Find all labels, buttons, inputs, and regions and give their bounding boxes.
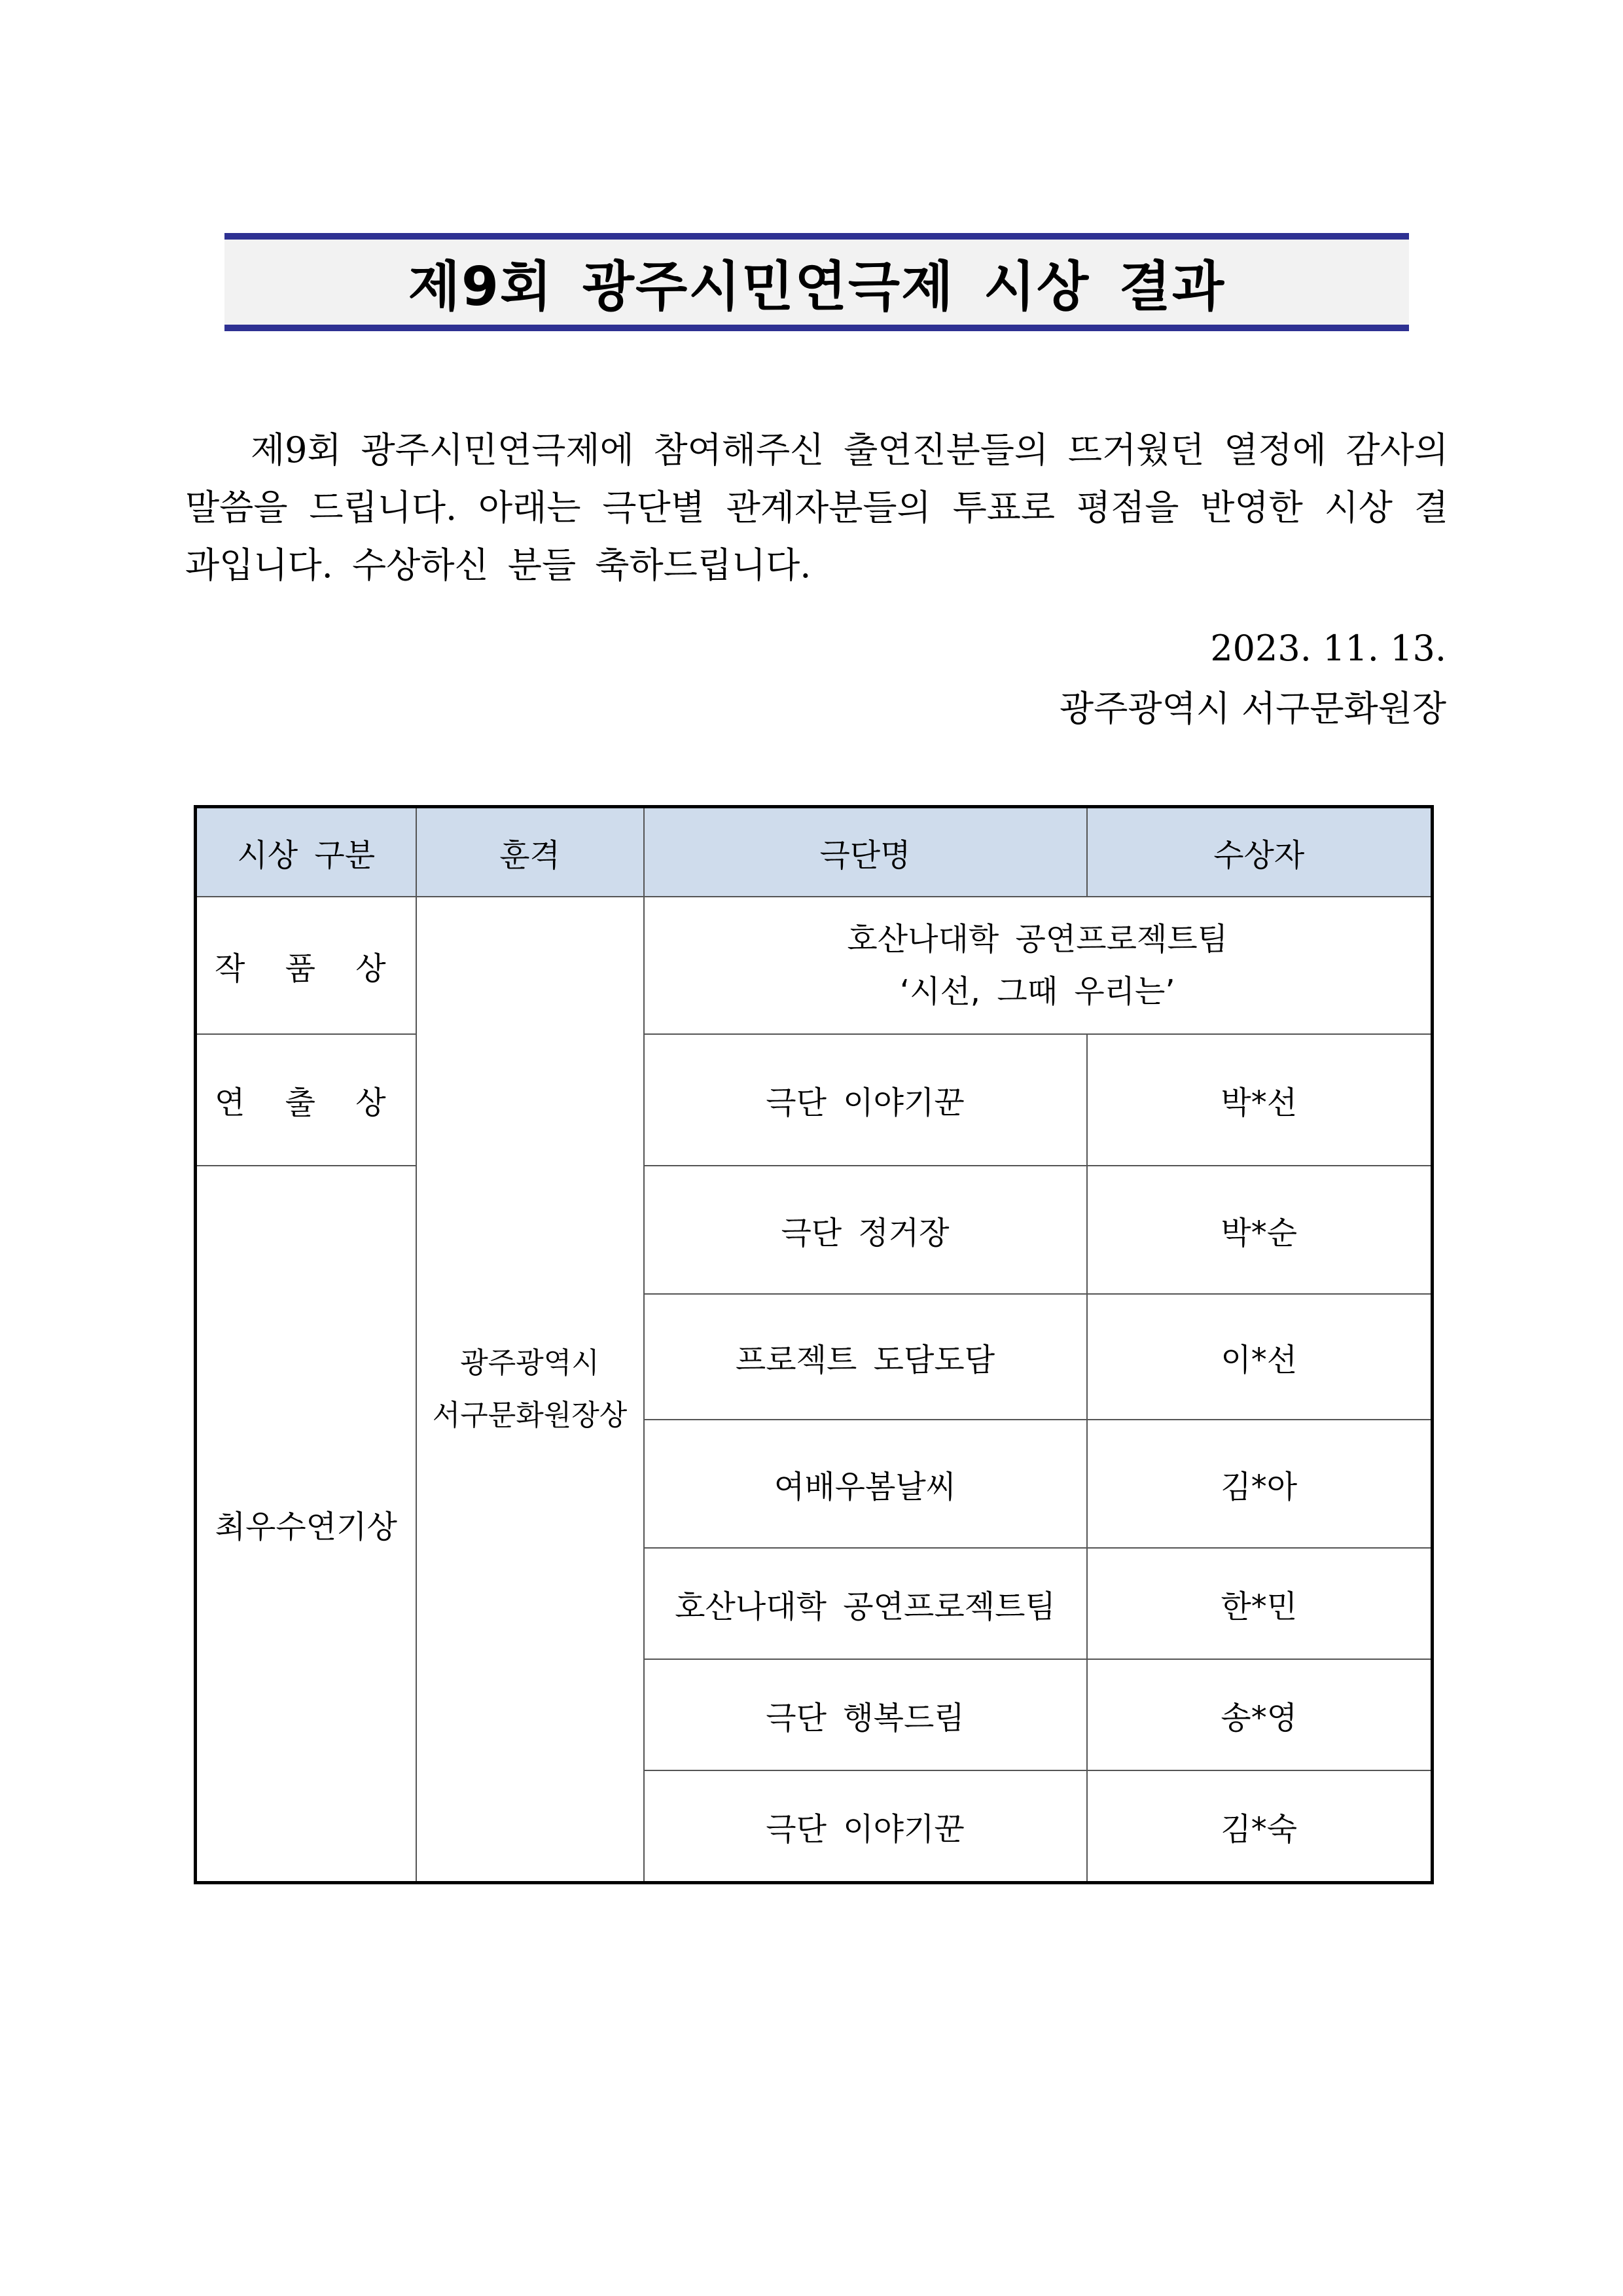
- work-award-cell: [644, 897, 1433, 1034]
- header-category: 시상 구분: [196, 807, 416, 897]
- winner-cell: 송*영: [1087, 1659, 1433, 1770]
- header-winner: 수상자: [1087, 807, 1433, 897]
- troupe-cell: 호산나대학 공연프로젝트팀: [644, 1548, 1087, 1659]
- table-row: [196, 1034, 1433, 1166]
- troupe-cell: 프로젝트 도담도담: [644, 1294, 1087, 1420]
- header-honor: 훈격: [416, 807, 644, 897]
- troupe-cell: 극단 행복드림: [644, 1659, 1087, 1770]
- troupe-cell: 여배우봄날씨: [644, 1420, 1087, 1548]
- troupe-cell: 극단 이야기꾼: [644, 1034, 1087, 1166]
- winner-cell: 김*숙: [1087, 1770, 1433, 1883]
- page-title: 제9회 광주시민연극제 시상 결과: [408, 255, 1226, 318]
- award-honor: [416, 897, 644, 1883]
- honor-line-1: 광주광역시: [460, 1346, 599, 1380]
- intro-paragraph: 제9회 광주시민연극제에 참여해주신 출연진분들의 뜨거웠던 열정에 감사의 말씀을 드립니다. 아래는 극단별 관계자분들의 투표로 평점을 반영한 시상 결과입니다. 수상하신 분들 축하드립니다.: [185, 429, 1448, 586]
- winner-cell: 한*민: [1087, 1548, 1433, 1659]
- work-award-title: ‘시선, 그때 우리는’: [899, 973, 1175, 1010]
- table-row: [196, 1166, 1433, 1294]
- category-directing: 연 출 상: [196, 1034, 416, 1166]
- table-header-row: [196, 807, 1433, 897]
- issue-date: 2023. 11. 13.: [1210, 628, 1446, 669]
- category-acting: 최우수연기상: [196, 1166, 416, 1883]
- header-troupe: 극단명: [644, 807, 1087, 897]
- winner-cell: 박*선: [1087, 1034, 1433, 1166]
- category-work: 작 품 상: [196, 897, 416, 1034]
- awards-table: [194, 805, 1434, 1884]
- winner-cell: 김*아: [1087, 1420, 1433, 1548]
- work-award-troupe: 호산나대학 공연프로젝트팀: [847, 921, 1228, 958]
- troupe-cell: 극단 이야기꾼: [644, 1770, 1087, 1883]
- troupe-cell: 극단 정거장: [644, 1166, 1087, 1294]
- table-row: [196, 897, 1433, 1034]
- winner-cell: 박*순: [1087, 1166, 1433, 1294]
- honor-line-2: 서구문화원장상: [432, 1398, 628, 1432]
- winner-cell: 이*선: [1087, 1294, 1433, 1420]
- signature-block: [1060, 619, 1446, 739]
- title-banner: [224, 233, 1409, 331]
- issuer-name: 광주광역시 서구문화원장: [1060, 688, 1446, 729]
